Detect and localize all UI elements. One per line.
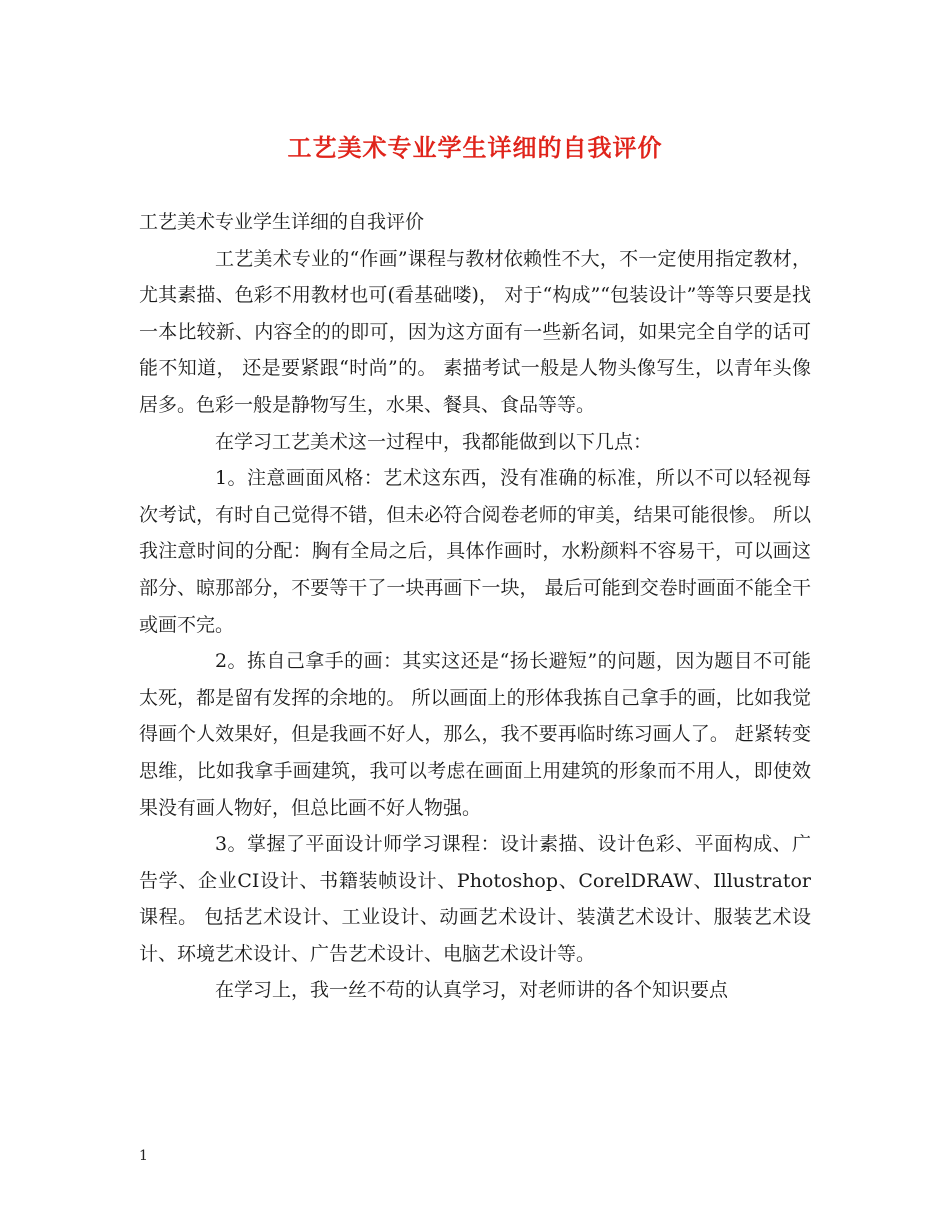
paragraph-point-2: 2。拣自己拿手的画：其实这还是“扬长避短”的问题，因为题目不可能太死，都是留有发挥的余地的。 所以画面上的形体我拣自己拿手的画，比如我觉得画个人效果好，但是我画不好人，那么，我不要再临时练习画人了。 赶紧转变思维，比如我拿手画建筑，我可以考虑在画面上用建筑的形象而不用人，即使效果没有画人物好，但总比画不好人物强。 (139, 650, 811, 819)
page-number: 1 (139, 1148, 148, 1164)
document-subtitle: 工艺美术专业学生详细的自我评价 (139, 211, 425, 233)
paragraph-point-3: 3。掌握了平面设计师学习课程：设计素描、设计色彩、平面构成、广告学、企业CI设计、书籍装帧设计、Photoshop、CorelDRAW、Illustrator课程。 包括艺术设计、工业设计、动画艺术设计、装潢艺术设计、服装艺术设计、环境艺术设计、广告艺术设计、电脑艺术设计等。 (139, 833, 811, 965)
paragraph-intro: 工艺美术专业的“作画”课程与教材依赖性不大，不一定使用指定教材，尤其素描、色彩不用教材也可(看基础喽)， 对于“构成”“包装设计”等等只要是找一本比较新、内容全的的即可，因为这方面有一些新名词，如果完全自学的话可能不知道， 还是要紧跟“时尚”的。 素描考试一般是人物头像写生，以青年头像居多。色彩一般是静物写生，水果、餐具、食品等等。 (139, 247, 811, 416)
paragraph-points-lead: 在学习工艺美术这一过程中，我都能做到以下几点： (215, 430, 653, 453)
paragraph-point-1: 1。注意画面风格：艺术这东西，没有准确的标准，所以不可以轻视每次考试，有时自己觉得不错，但未必符合阅卷老师的审美，结果可能很惨。 所以我注意时间的分配：胸有全局之后，具体作画时，水粉颜料不容易干，可以画这部分、晾那部分，不要等干了一块再画下一块， 最后可能到交卷时画面不能全干或画不完。 (139, 467, 811, 636)
document-title: 工艺美术专业学生详细的自我评价 (287, 133, 663, 162)
paragraph-study: 在学习上，我一丝不苟的认真学习，对老师讲的各个知识要点 (215, 979, 729, 1002)
document-body (139, 204, 811, 1009)
